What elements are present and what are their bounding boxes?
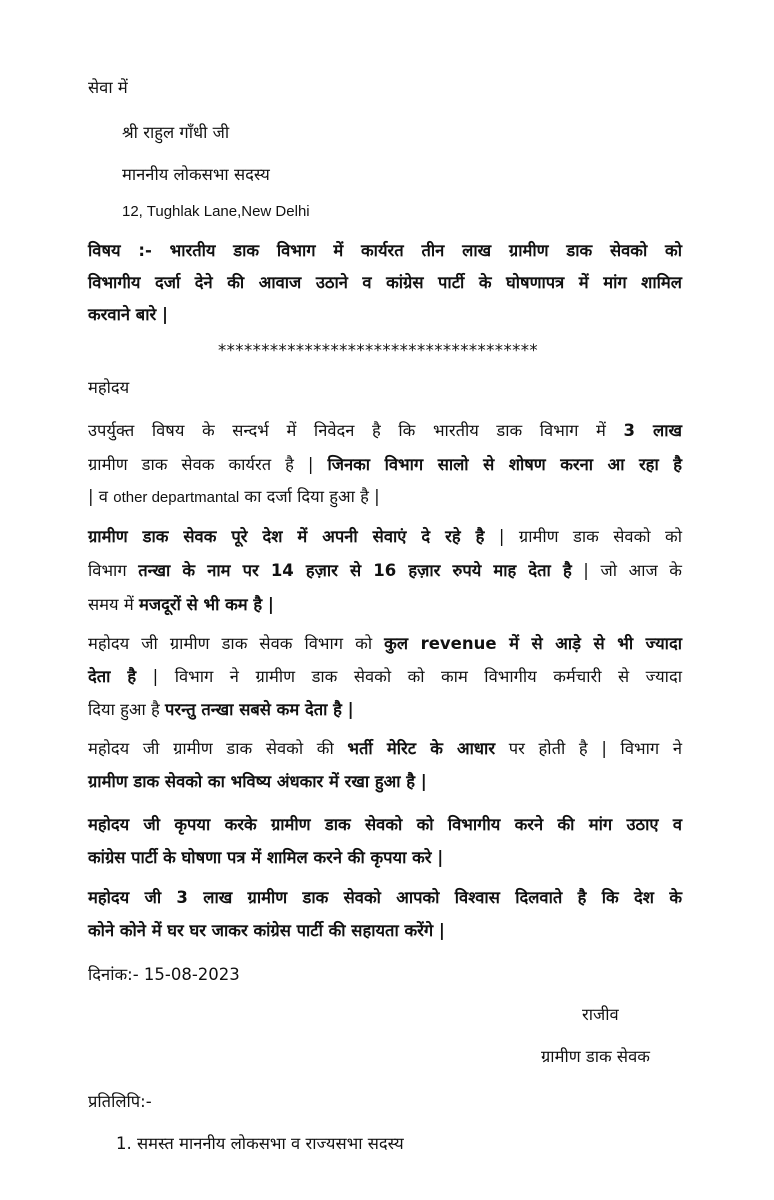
- paragraph-1-line-2: [88, 454, 682, 476]
- subject-line-3: करवाने बारे |: [88, 305, 168, 324]
- paragraph-2-line-2: [88, 560, 682, 582]
- text-span: पर होती है | विभाग ने: [495, 739, 682, 758]
- text-span: | विभाग ने ग्रामीण डाक सेवको को काम विभागीय कर्मचारी से ज्यादा: [136, 667, 682, 686]
- text-span: समय में: [88, 595, 139, 614]
- greeting: महोदय: [88, 378, 130, 397]
- paragraph-2-line-3: [88, 594, 274, 616]
- separator: *************************************: [218, 341, 539, 360]
- copy-list-item: 1. समस्त माननीय लोकसभा व राज्यसभा सदस्य: [116, 1134, 404, 1153]
- text-span: | व: [88, 487, 114, 506]
- text-span: महोदय जी ग्रामीण डाक सेवक विभाग को: [88, 634, 385, 653]
- paragraph-1-line-1: [88, 420, 682, 442]
- subject-line-1: विषय :- भारतीय डाक विभाग में कार्यरत तीन लाख ग्रामीण डाक सेवको को: [88, 241, 682, 260]
- paragraph-5-line-2: कांग्रेस पार्टी के घोषणा पत्र में शामिल करने की कृपया करे |: [88, 848, 444, 867]
- recipient-name: श्री राहुल गाँधी जी: [122, 123, 230, 142]
- paragraph-2-line-1: [88, 526, 682, 548]
- paragraph-3-line-2: [88, 666, 682, 688]
- text-span: विभाग: [88, 561, 139, 580]
- text-span: का दर्जा दिया हुआ है |: [239, 487, 380, 506]
- signatory-name: राजीव: [582, 1005, 619, 1024]
- latin-span: other departmantal: [113, 489, 240, 506]
- copy-label: प्रतिलिपि:-: [88, 1092, 152, 1111]
- bold-span: ग्रामीण डाक सेवक पूरे देश में अपनी सेवाएं दे रहे है: [88, 527, 485, 546]
- text-span: | जो आज के: [571, 561, 682, 580]
- subject-line-2: विभागीय दर्जा देने की आवाज उठाने व कांग्रेस पार्टी के घोषणापत्र में मांग शामिल: [88, 273, 682, 292]
- bold-span: परन्तु तन्खा सबसे कम देता है |: [165, 700, 354, 719]
- text-span: महोदय जी ग्रामीण डाक सेवको की: [88, 739, 348, 758]
- signatory-designation: ग्रामीण डाक सेवक: [541, 1047, 650, 1066]
- paragraph-6-line-2: कोने कोने में घर घर जाकर कांग्रेस पार्टी की सहायता करेंगे |: [88, 921, 445, 940]
- paragraph-3-line-3: [88, 699, 354, 721]
- bold-span: जिनका विभाग सालो से शोषण करना आ रहा है: [327, 455, 682, 474]
- bold-span: 3 लाख: [623, 421, 683, 440]
- paragraph-5-line-1: महोदय जी कृपया करके ग्रामीण डाक सेवको को विभागीय करने की मांग उठाए व: [88, 815, 682, 834]
- bold-span: कुल revenue में से आड़े से भी ज्यादा: [384, 634, 682, 653]
- paragraph-6-line-1: महोदय जी 3 लाख ग्रामीण डाक सेवको आपको विश्वास दिलवाते है कि देश के: [88, 888, 682, 907]
- paragraph-3-line-1: [88, 633, 682, 655]
- text-span: | ग्रामीण डाक सेवको को: [484, 527, 682, 546]
- text-span: उपर्युक्त विषय के सन्दर्भ में निवेदन है कि भारतीय डाक विभाग में: [88, 421, 624, 440]
- salutation: सेवा में: [88, 78, 128, 97]
- date: दिनांक:- 15-08-2023: [88, 965, 240, 984]
- bold-span: तन्खा के नाम पर 14 हज़ार से 16 हज़ार रुपये माह देता है: [138, 561, 572, 580]
- bold-span: भर्ती मेरिट के आधार: [347, 739, 496, 758]
- recipient-address: 12, Tughlak Lane,New Delhi: [122, 203, 310, 220]
- text-span: ग्रामीण डाक सेवक कार्यरत है |: [88, 455, 328, 474]
- bold-span: मजदूरों से भी कम है |: [138, 595, 274, 614]
- recipient-designation: माननीय लोकसभा सदस्य: [122, 165, 270, 184]
- bold-span: देता है: [88, 667, 137, 686]
- paragraph-4-line-2: ग्रामीण डाक सेवको का भविष्य अंधकार में रखा हुआ है |: [88, 772, 427, 791]
- paragraph-1-line-3: [88, 486, 380, 509]
- text-span: दिया हुआ है: [88, 700, 165, 719]
- paragraph-4-line-1: [88, 738, 682, 760]
